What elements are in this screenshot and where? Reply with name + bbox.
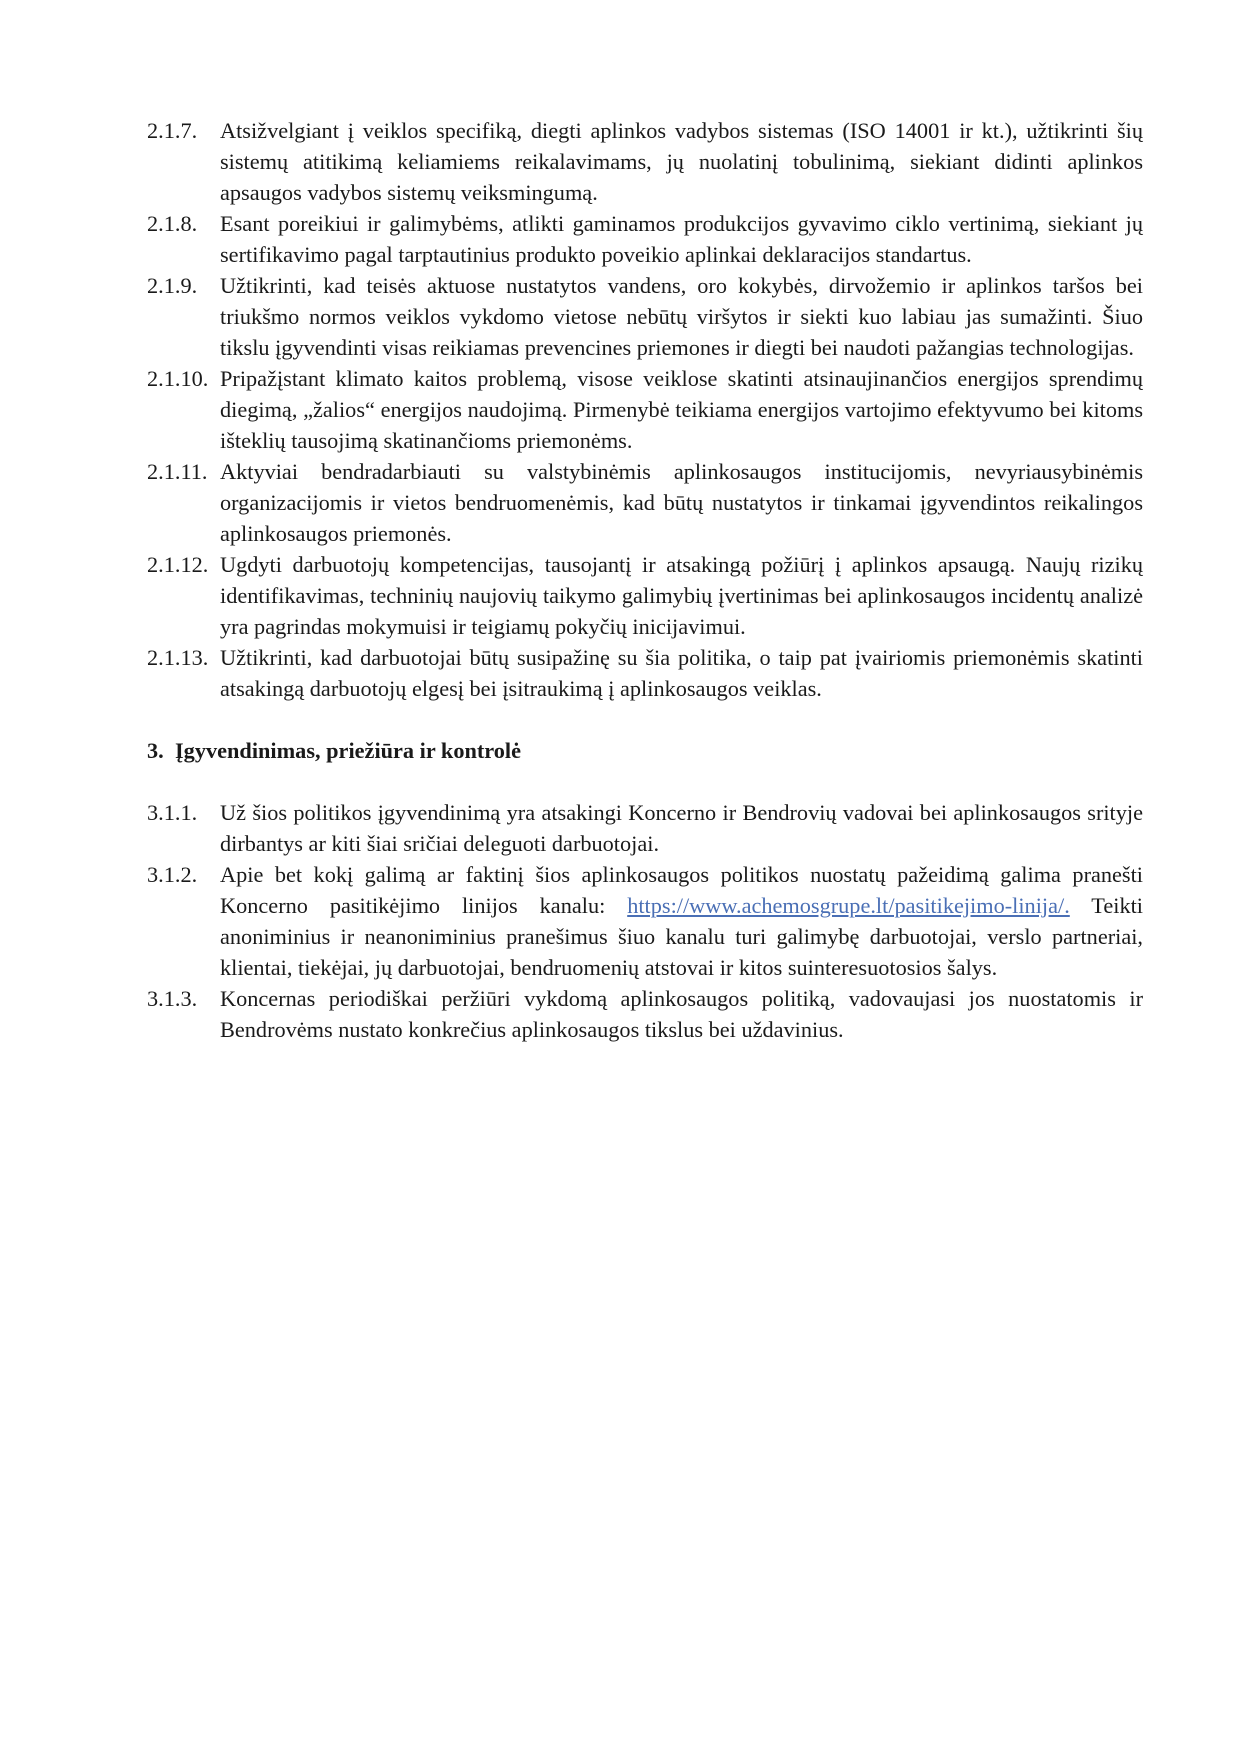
- document-page: [147, 115, 1143, 1045]
- list-item-2-1-8: [147, 208, 1143, 270]
- item-text: Už šios politikos įgyvendinimą yra atsakingi Koncerno ir Bendrovių vadovai bei aplinkosaugos srityje dirbantys ar kiti šiai sričiai deleguoti darbuotojai.: [220, 800, 1143, 856]
- item-number: 3.1.2.: [147, 862, 198, 887]
- item-number: 2.1.13.: [147, 645, 209, 670]
- trust-line-link[interactable]: https://www.achemosgrupe.lt/pasitikejimo-linija/.: [627, 893, 1070, 918]
- item-text: Užtikrinti, kad teisės aktuose nustatytos vandens, oro kokybės, dirvožemio ir aplinkos taršos bei triukšmo normos veiklos vykdomo vietose nebūtų viršytos ir siekti kuo labiau jas sumažinti. Šiuo tikslu įgyvendinti visas reikiamas prevencines priemones ir diegti bei naudoti pažangias technologijas.: [220, 273, 1143, 360]
- list-item-2-1-13: [147, 642, 1143, 704]
- item-number: 2.1.10.: [147, 366, 209, 391]
- list-item-2-1-10: [147, 363, 1143, 456]
- list-item-3-1-1: [147, 797, 1143, 859]
- item-text: Aktyviai bendradarbiauti su valstybinėmis aplinkosaugos institucijomis, nevyriausybinėmis organizacijomis ir vietos bendruomenėmis, kad būtų nustatytos ir tinkamai įgyvendintos reikalingos aplinkosaugos priemonės.: [220, 459, 1143, 546]
- list-item-2-1-7: [147, 115, 1143, 208]
- item-text: Ugdyti darbuotojų kompetencijas, tausojantį ir atsakingą požiūrį į aplinkos apsaugą. Naujų rizikų identifikavimas, techninių naujovių taikymo galimybių įvertinimas bei aplinkosaugos incidentų analizė yra pagrindas mokymuisi ir teigiamų pokyčių inicijavimui.: [220, 552, 1143, 639]
- item-number: 2.1.12.: [147, 552, 209, 577]
- list-item-3-1-3: [147, 983, 1143, 1045]
- item-number: 3.1.3.: [147, 986, 198, 1011]
- item-text: Atsižvelgiant į veiklos specifiką, diegti aplinkos vadybos sistemas (ISO 14001 ir kt.), užtikrinti šių sistemų atitikimą keliamiems reikalavimams, jų nuolatinį tobulinimą, siekiant didinti aplinkos apsaugos vadybos sistemų veiksmingumą.: [220, 118, 1143, 205]
- item-number: 2.1.11.: [147, 459, 208, 484]
- list-item-3-1-2: [147, 859, 1143, 983]
- item-text: Pripažįstant klimato kaitos problemą, visose veiklose skatinti atsinaujinančios energijos sprendimų diegimą, „žalios“ energijos naudojimą. Pirmenybė teikiama energijos vartojimo efektyvumo bei kitoms išteklių tausojimą skatinančioms priemonėms.: [220, 366, 1143, 453]
- item-number: 2.1.9.: [147, 273, 198, 298]
- item-number: 3.1.1.: [147, 800, 198, 825]
- section-heading: [147, 735, 1143, 766]
- item-number: 2.1.7.: [147, 118, 198, 143]
- list-item-2-1-11: [147, 456, 1143, 549]
- item-text: Esant poreikiui ir galimybėms, atlikti gaminamos produkcijos gyvavimo ciklo vertinimą, siekiant jų sertifikavimo pagal tarptautinius produkto poveikio aplinkai deklaracijos standartus.: [220, 211, 1143, 267]
- item-text-before-link: Apie bet kokį galimą ar faktinį šios aplinkosaugos politikos nuostatų pažeidimą galima pranešti Koncerno pasitikėjimo linijos kanalu:: [220, 862, 1143, 918]
- item-text: [220, 859, 1143, 983]
- list-item-2-1-9: [147, 270, 1143, 363]
- list-item-2-1-12: [147, 549, 1143, 642]
- section-heading-text: Įgyvendinimas, priežiūra ir kontrolė: [175, 738, 522, 763]
- item-number: 2.1.8.: [147, 211, 198, 236]
- section-heading-number: 3.: [147, 738, 164, 763]
- item-text: Koncernas periodiškai peržiūri vykdomą aplinkosaugos politiką, vadovaujasi jos nuostatomis ir Bendrovėms nustato konkrečius aplinkosaugos tikslus bei uždavinius.: [220, 986, 1143, 1042]
- item-text-after-link: Teikti anoniminius ir neanoniminius pranešimus šiuo kanalu turi galimybę darbuotojai, verslo partneriai, klientai, tiekėjai, jų darbuotojai, bendruomenių atstovai ir kitos suinteresuotosios šalys.: [220, 893, 1143, 980]
- item-text: Užtikrinti, kad darbuotojai būtų susipažinę su šia politika, o taip pat įvairiomis priemonėmis skatinti atsakingą darbuotojų elgesį bei įsitraukimą į aplinkosaugos veiklas.: [220, 645, 1143, 701]
